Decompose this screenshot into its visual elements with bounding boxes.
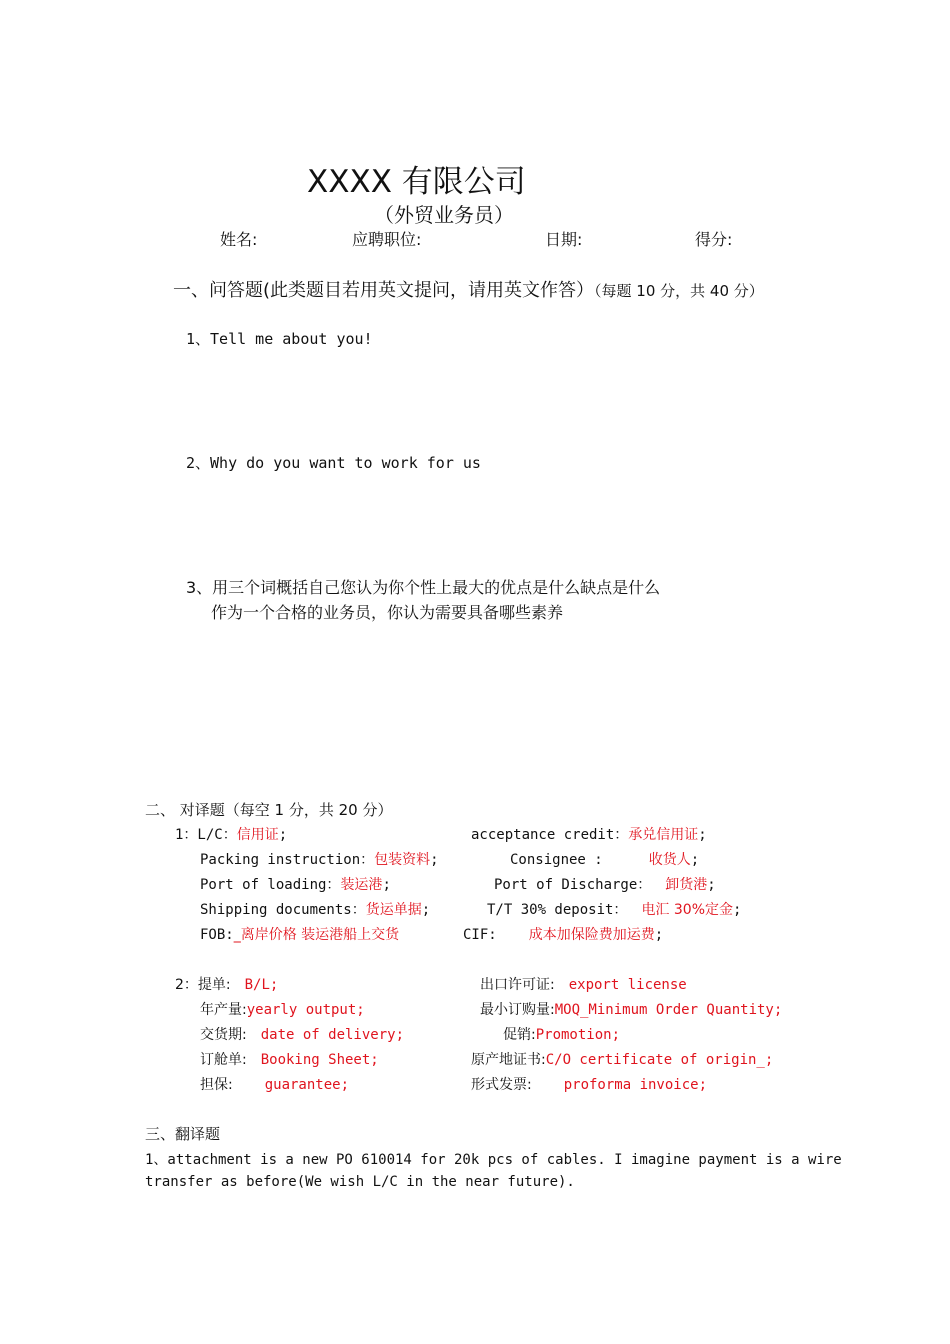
pair-row-left <box>200 899 430 919</box>
term-answer: 货运单据 <box>365 902 422 918</box>
term-answer: 卸货港 <box>665 877 708 893</box>
term-end: ; <box>430 852 439 868</box>
term-answer: MOQ_Minimum Order Quantity; <box>554 1002 783 1018</box>
section2-heading: 二、 对译题（每空 1 分，共 20 分） <box>145 801 393 819</box>
term-label: 交货期: <box>200 1027 247 1043</box>
term-answer: 成本加保险费加运费 <box>528 927 655 943</box>
term-answer: Promotion; <box>535 1027 621 1043</box>
term-label: Packing instruction： <box>200 852 375 868</box>
term-end: ; <box>690 852 700 868</box>
pair-row-left <box>200 849 439 869</box>
term-answer: 装运港 <box>340 877 383 893</box>
term-end: ; <box>733 902 742 918</box>
pair-row-right <box>494 874 716 894</box>
term-answer: yearly output; <box>246 1002 365 1018</box>
field-position-label: 应聘职位: <box>352 230 422 249</box>
term-answer: 包装资料 <box>374 852 431 868</box>
term-label: 2：提单: <box>175 977 231 993</box>
term-answer: C/O certificate of origin_; <box>545 1052 774 1068</box>
term-label: 订舱单: <box>200 1052 247 1068</box>
pair-row-right <box>510 849 699 869</box>
term-answer: 信用证 <box>236 827 279 843</box>
field-date-label: 日期: <box>545 230 583 249</box>
term-label: 出口许可证: <box>480 977 555 993</box>
section1-heading <box>173 276 764 302</box>
term-label: 最小订购量: <box>480 1002 555 1018</box>
term-label: 原产地证书: <box>471 1052 546 1068</box>
question-3-line2: 作为一个合格的业务员，你认为需要具备哪些素养 <box>211 603 564 622</box>
pair-row-left <box>175 974 278 994</box>
term-label: Shipping documents： <box>200 902 366 918</box>
term-end: ; <box>698 827 707 843</box>
translation-line-1: 1、attachment is a new PO 610014 for 20k pcs of cables. I imagine payment is a wire <box>145 1152 842 1168</box>
pair-row-right <box>463 924 663 944</box>
term-label: 1：L/C： <box>175 827 237 843</box>
term-end: ; <box>382 877 391 893</box>
question-2: 2、Why do you want to work for us <box>186 454 481 472</box>
term-label: 担保: <box>200 1077 233 1093</box>
pair-row-right <box>471 1049 773 1069</box>
pair-row-right <box>480 974 687 994</box>
pair-row-right <box>480 999 782 1019</box>
field-score-label: 得分: <box>695 230 733 249</box>
term-end: ; <box>707 877 716 893</box>
term-answer: export license <box>568 977 687 993</box>
term-answer: _离岸价格 装运港船上交货 <box>233 927 400 943</box>
term-label: Port of Discharge： <box>494 877 652 893</box>
pair-row-left <box>200 924 399 944</box>
section1-score-note: （每题 10 分，共 40 分） <box>594 282 764 300</box>
pair-row-left <box>200 1024 404 1044</box>
company-title: XXXX 有限公司 <box>307 164 526 200</box>
pair-row-left <box>200 874 391 894</box>
section3-heading: 三、翻译题 <box>145 1125 221 1143</box>
pair-row-right <box>487 899 741 919</box>
pair-row-left <box>200 1049 379 1069</box>
term-label: 促销: <box>503 1027 536 1043</box>
field-name-label: 姓名: <box>220 230 258 249</box>
term-label: T/T 30% deposit： <box>487 902 628 918</box>
pair-row-left <box>200 999 365 1019</box>
term-answer: 承兑信用证 <box>628 827 699 843</box>
pair-row-left <box>200 1074 349 1094</box>
term-answer: 收货人 <box>648 852 691 868</box>
term-answer: guarantee; <box>264 1077 350 1093</box>
pair-row-left <box>175 824 287 844</box>
term-answer: Booking Sheet; <box>260 1052 379 1068</box>
term-answer: proforma invoice; <box>563 1077 708 1093</box>
section1-title: 一、问答题(此类题目若用英文提问，请用英文作答） <box>173 280 595 301</box>
term-answer: 电汇 30%定金 <box>641 902 734 918</box>
pair-row-right <box>471 1074 707 1094</box>
term-label: 形式发票: <box>471 1077 532 1093</box>
term-label: FOB: <box>200 927 234 943</box>
pair-row-right <box>471 824 707 844</box>
term-label: 年产量: <box>200 1002 247 1018</box>
term-end: ; <box>654 927 664 943</box>
pair-row-right <box>503 1024 620 1044</box>
term-label: Port of loading： <box>200 877 341 893</box>
term-end: ; <box>278 827 288 843</box>
term-answer: B/L; <box>244 977 279 993</box>
term-label: acceptance credit： <box>471 827 629 843</box>
term-label: Consignee : <box>510 852 603 868</box>
term-label: CIF: <box>463 927 497 943</box>
question-1: 1、Tell me about you! <box>186 330 373 348</box>
question-3-line1: 3、用三个词概括自己您认为你个性上最大的优点是什么缺点是什么 <box>186 578 661 597</box>
position-subtitle: （外贸业务员） <box>374 203 514 227</box>
term-answer: date of delivery; <box>260 1027 405 1043</box>
translation-line-2: transfer as before(We wish L/C in the near future). <box>145 1174 575 1190</box>
term-end: ; <box>421 902 431 918</box>
